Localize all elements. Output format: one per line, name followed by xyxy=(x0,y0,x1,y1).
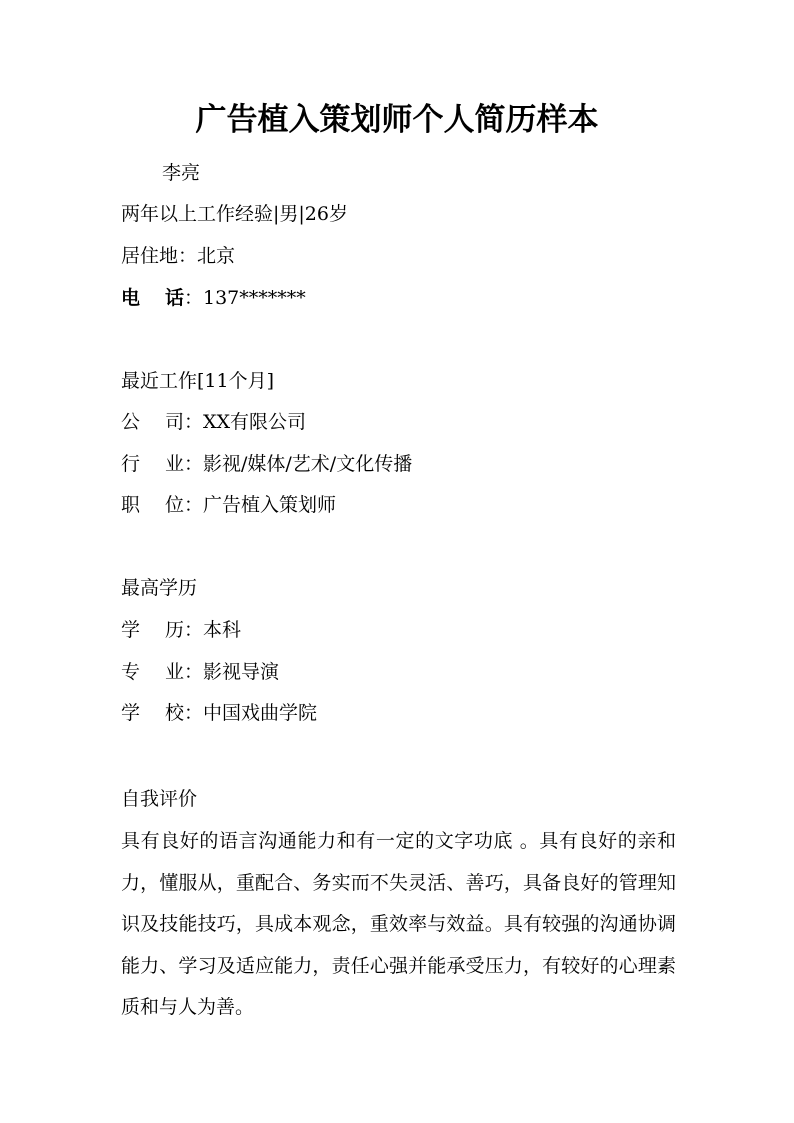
profile-summary: 两年以上工作经验|男|26岁 xyxy=(121,203,348,225)
degree-label: 学历 xyxy=(121,619,184,641)
recent-work-heading: 最近工作[11个月] xyxy=(121,370,275,392)
major-value: ：影视导演 xyxy=(184,661,280,683)
document-title: 广告植入策划师个人简历样本 xyxy=(195,102,599,138)
position-row xyxy=(121,492,336,518)
company-value: ：XX有限公司 xyxy=(184,411,307,433)
phone-value: ：137******* xyxy=(184,287,306,309)
degree-row xyxy=(121,617,241,643)
residence: 居住地：北京 xyxy=(121,245,236,267)
industry-row xyxy=(121,451,412,477)
school-row xyxy=(121,700,317,726)
candidate-name: 李亮 xyxy=(162,162,201,184)
education-heading: 最高学历 xyxy=(121,577,198,599)
industry-label: 行业 xyxy=(121,453,184,475)
school-value: ：中国戏曲学院 xyxy=(184,702,318,724)
self-evaluation-heading: 自我评价 xyxy=(121,788,198,810)
phone-row xyxy=(121,285,306,311)
industry-value: ：影视/媒体/艺术/文化传播 xyxy=(184,453,413,475)
major-row xyxy=(121,659,279,685)
degree-value: ：本科 xyxy=(184,619,242,641)
company-label: 公司 xyxy=(121,411,184,433)
company-row xyxy=(121,409,306,435)
position-value: ：广告植入策划师 xyxy=(184,494,337,516)
phone-label: 电话 xyxy=(121,287,184,309)
position-label: 职位 xyxy=(121,494,184,516)
school-label: 学校 xyxy=(121,702,184,724)
major-label: 专业 xyxy=(121,661,184,683)
self-evaluation-text: 具有良好的语言沟通能力和有一定的文字功底 。具有良好的亲和力，懂服从，重配合、务实而不失灵活、善巧，具备良好的管理知识及技能技巧，具成本观念，重效率与效益。具有较强的沟通协调能力、学习及适应能力，责任心强并能承受压力，有较好的心理素质和与人为善。 xyxy=(121,830,676,1018)
